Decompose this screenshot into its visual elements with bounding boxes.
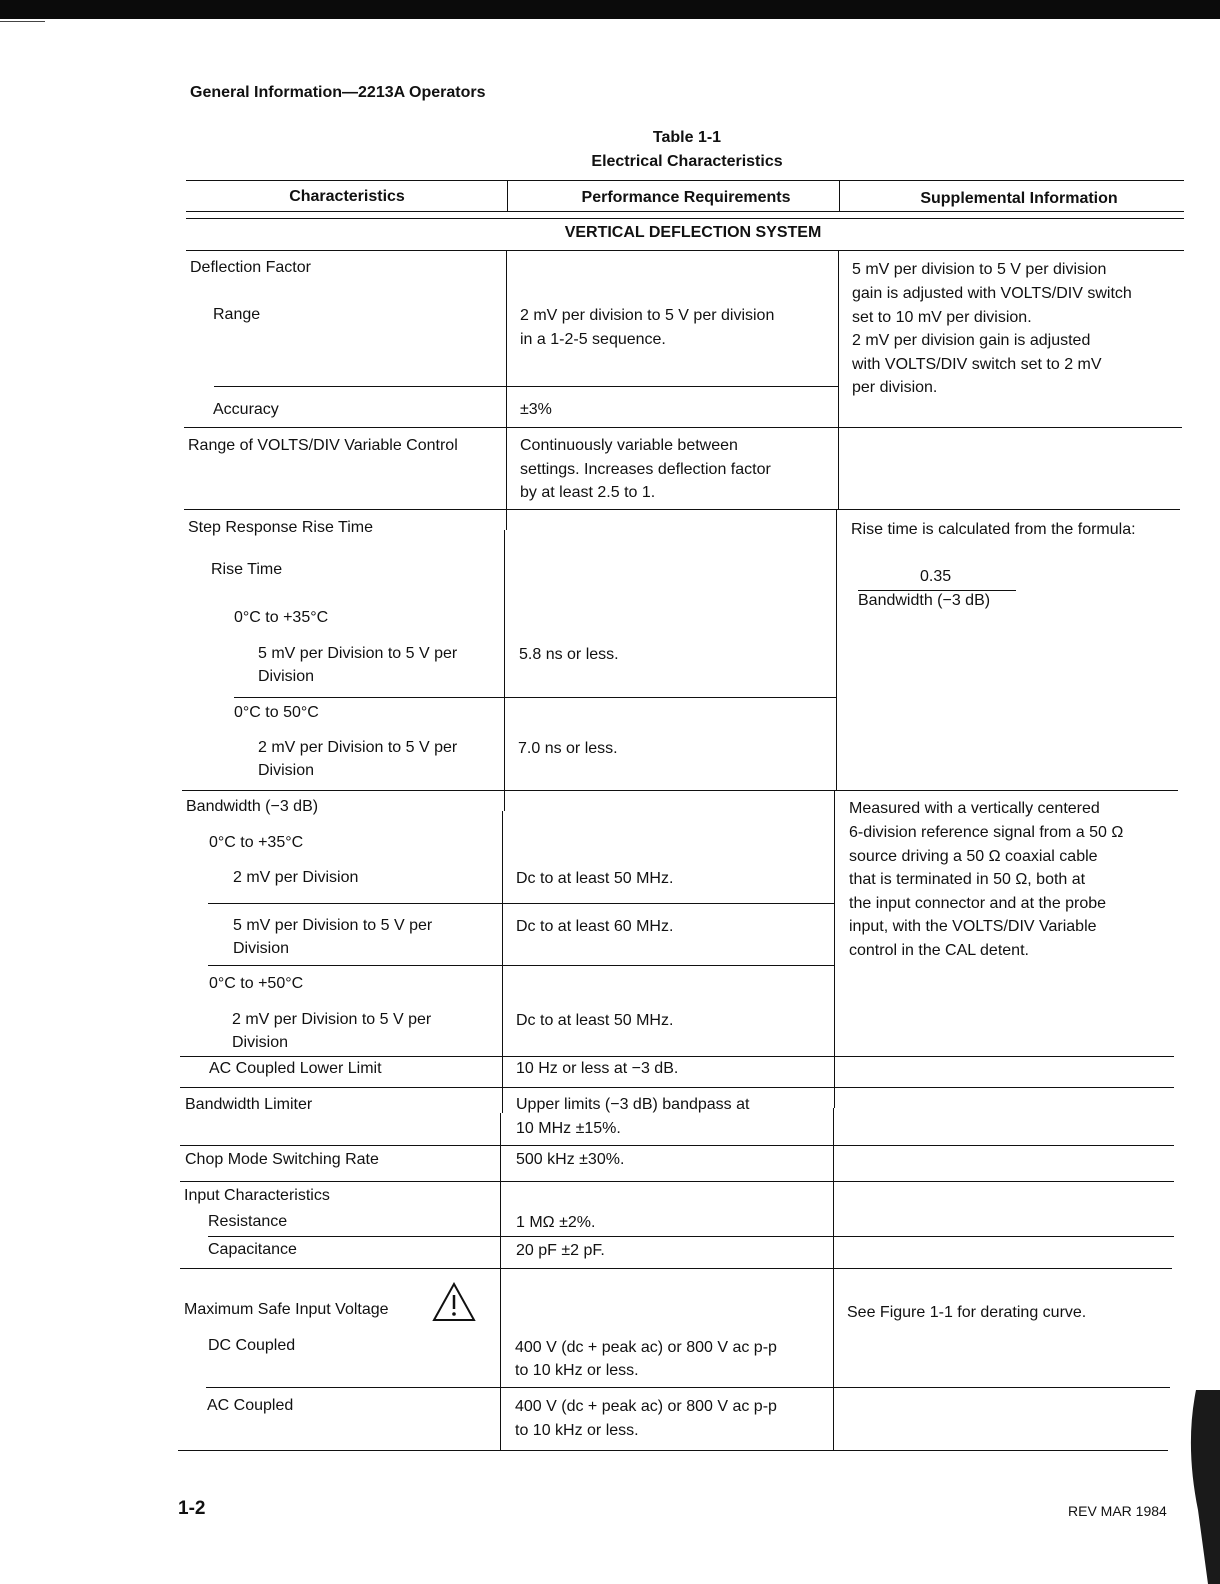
ac-lower-limit-label: AC Coupled Lower Limit xyxy=(209,1060,382,1077)
max-safe-input-supp: See Figure 1-1 for derating curve. xyxy=(847,1304,1087,1321)
scan-edge-rule xyxy=(0,21,45,22)
rise-time-label: Rise Time xyxy=(211,561,283,578)
dc-coupled-perf-line1: 400 V (dc + peak ac) or 800 V ac p-p xyxy=(515,1339,777,1356)
deflection-range-perf-line2: in a 1-2-5 sequence. xyxy=(520,331,666,348)
dc-coupled-label: DC Coupled xyxy=(208,1337,296,1354)
rise-temp1-sub-line1: 5 mV per Division to 5 V per xyxy=(258,645,458,662)
warning-triangle-icon xyxy=(432,1282,476,1322)
bandwidth-row1-label: 2 mV per Division xyxy=(233,869,359,886)
bandwidth-row2-perf: Dc to at least 60 MHz. xyxy=(516,918,674,935)
revision-date: REV MAR 1984 xyxy=(1068,1503,1167,1519)
bandwidth-row3-label-line2: Division xyxy=(232,1034,289,1051)
ac-lower-limit-perf: 10 Hz or less at −3 dB. xyxy=(516,1060,679,1077)
rise-temp2-label: 0°C to 50°C xyxy=(234,704,319,721)
rise-temp2-perf: 7.0 ns or less. xyxy=(518,740,618,757)
bandwidth-row2-label-line2: Division xyxy=(233,940,290,957)
chop-rate-label: Chop Mode Switching Rate xyxy=(185,1151,379,1168)
header-performance-requirements: Performance Requirements xyxy=(581,189,791,206)
variable-control-perf-line3: by at least 2.5 to 1. xyxy=(520,484,656,501)
deflection-accuracy-label: Accuracy xyxy=(213,401,279,418)
scan-top-border xyxy=(0,0,1220,19)
rise-temp2-sub-line1: 2 mV per Division to 5 V per xyxy=(258,739,458,756)
bandwidth-supp-line5: the input connector and at the probe xyxy=(849,895,1107,912)
chop-rate-perf: 500 kHz ±30%. xyxy=(516,1151,625,1168)
bandwidth-label: Bandwidth (−3 dB) xyxy=(186,798,319,815)
formula-denominator: Bandwidth (−3 dB) xyxy=(858,592,991,609)
variable-control-perf-line2: settings. Increases deflection factor xyxy=(520,461,771,478)
rise-temp1-sub-line2: Division xyxy=(258,668,315,685)
deflection-range-perf-line1: 2 mV per division to 5 V per division xyxy=(520,307,775,324)
section-vertical-deflection: VERTICAL DEFLECTION SYSTEM xyxy=(564,224,822,241)
ac-coupled-perf-line2: to 10 kHz or less. xyxy=(515,1422,639,1439)
rise-temp2-sub-line2: Division xyxy=(258,762,315,779)
bandwidth-limiter-label: Bandwidth Limiter xyxy=(185,1096,313,1113)
formula-numerator: 0.35 xyxy=(920,568,952,585)
rise-time-supp: Rise time is calculated from the formula: xyxy=(851,521,1136,538)
step-response-label: Step Response Rise Time xyxy=(188,519,373,536)
input-characteristics-label: Input Characteristics xyxy=(184,1187,330,1204)
rise-temp1-perf: 5.8 ns or less. xyxy=(519,646,619,663)
bandwidth-supp-line1: Measured with a vertically centered xyxy=(849,800,1100,817)
bandwidth-row3-perf: Dc to at least 50 MHz. xyxy=(516,1012,674,1029)
deflection-supp-line3: set to 10 mV per division. xyxy=(852,309,1032,326)
bandwidth-supp-line2: 6-division reference signal from a 50 Ω xyxy=(849,824,1124,841)
ac-coupled-perf-line1: 400 V (dc + peak ac) or 800 V ac p-p xyxy=(515,1398,777,1415)
variable-control-perf-line1: Continuously variable between xyxy=(520,437,738,454)
bandwidth-row3-label-line1: 2 mV per Division to 5 V per xyxy=(232,1011,432,1028)
bandwidth-limiter-perf-line2: 10 MHz ±15%. xyxy=(516,1120,621,1137)
bandwidth-supp-line6: input, with the VOLTS/DIV Variable xyxy=(849,918,1097,935)
deflection-factor-label: Deflection Factor xyxy=(190,259,311,276)
scan-edge-shadow xyxy=(1186,1390,1220,1584)
table-title: Electrical Characteristics xyxy=(591,153,783,170)
deflection-supp-line4: 2 mV per division gain is adjusted xyxy=(852,332,1091,349)
resistance-label: Resistance xyxy=(208,1213,288,1230)
bandwidth-supp-line3: source driving a 50 Ω coaxial cable xyxy=(849,848,1098,865)
deflection-range-label: Range xyxy=(213,306,261,323)
formula-fraction-bar xyxy=(858,590,1016,591)
variable-control-label: Range of VOLTS/DIV Variable Control xyxy=(188,437,458,454)
bandwidth-row2-label-line1: 5 mV per Division to 5 V per xyxy=(233,917,433,934)
bandwidth-supp-line4: that is terminated in 50 Ω, both at xyxy=(849,871,1086,888)
running-head: General Information—2213A Operators xyxy=(190,84,486,101)
deflection-supp-line6: per division. xyxy=(852,379,938,396)
deflection-supp-line5: with VOLTS/DIV switch set to 2 mV xyxy=(852,356,1102,373)
bandwidth-supp-line7: control in the CAL detent. xyxy=(849,942,1029,959)
bandwidth-temp1-label: 0°C to +35°C xyxy=(209,834,304,851)
bandwidth-limiter-perf-line1: Upper limits (−3 dB) bandpass at xyxy=(516,1096,750,1113)
bandwidth-temp2-label: 0°C to +50°C xyxy=(209,975,304,992)
resistance-perf: 1 MΩ ±2%. xyxy=(516,1214,596,1231)
bandwidth-row1-perf: Dc to at least 50 MHz. xyxy=(516,870,674,887)
header-supplemental-information: Supplemental Information xyxy=(920,190,1118,207)
deflection-accuracy-perf: ±3% xyxy=(520,401,552,418)
rise-temp1-label: 0°C to +35°C xyxy=(234,609,329,626)
page-number: 1-2 xyxy=(178,1498,206,1519)
capacitance-label: Capacitance xyxy=(208,1241,297,1258)
ac-coupled-label: AC Coupled xyxy=(207,1397,294,1414)
deflection-supp-line2: gain is adjusted with VOLTS/DIV switch xyxy=(852,285,1132,302)
deflection-supp-line1: 5 mV per division to 5 V per division xyxy=(852,261,1107,278)
table-number: Table 1-1 xyxy=(652,129,722,146)
header-characteristics: Characteristics xyxy=(289,188,405,205)
capacitance-perf: 20 pF ±2 pF. xyxy=(516,1242,605,1259)
dc-coupled-perf-line2: to 10 kHz or less. xyxy=(515,1362,639,1379)
max-safe-input-label: Maximum Safe Input Voltage xyxy=(184,1301,389,1318)
